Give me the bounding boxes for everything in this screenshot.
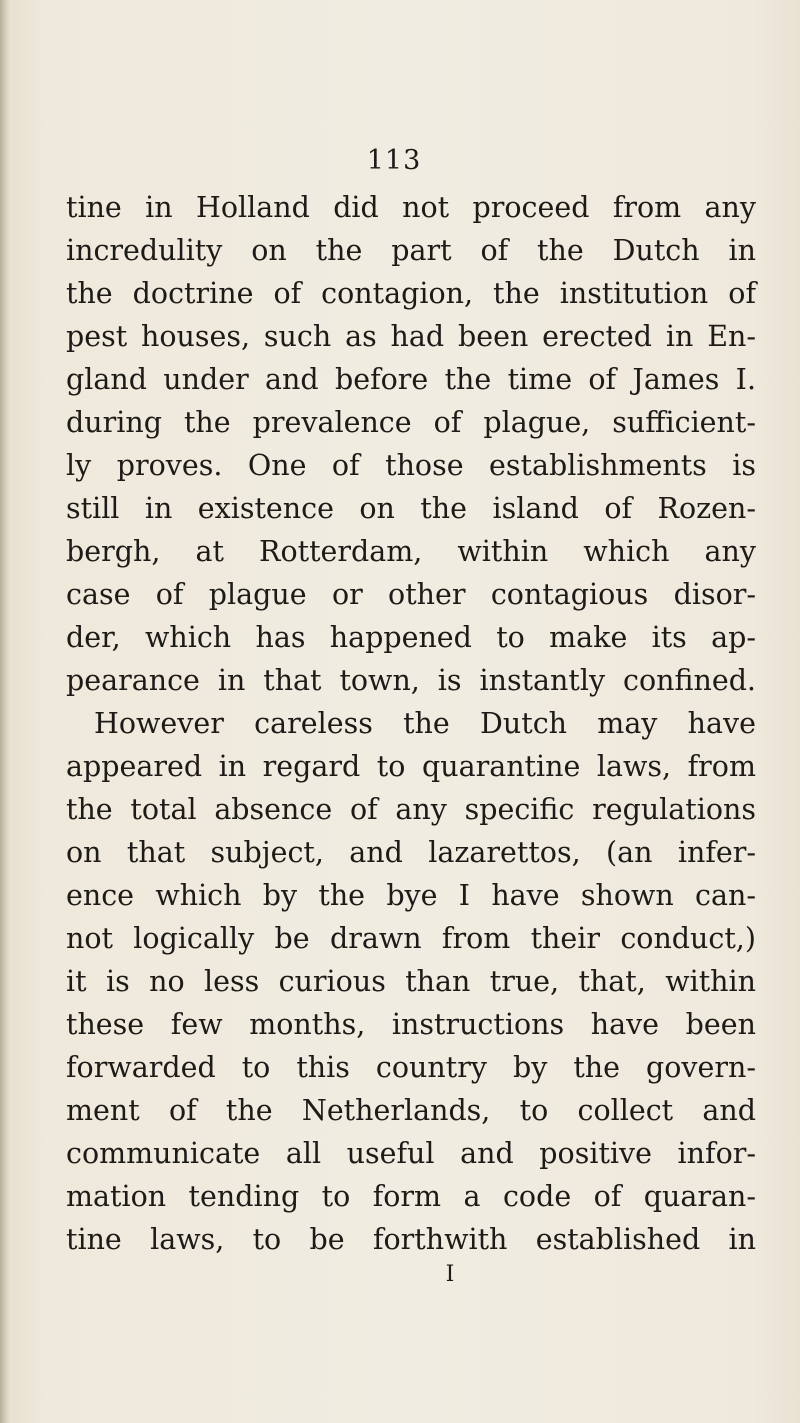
text-line: tine laws, to be forthwith established in — [66, 1223, 756, 1256]
text-line: the doctrine of contagion, the institution of — [66, 277, 756, 310]
text-line: case of plague or other contagious disor- — [66, 578, 756, 611]
text-line: the total absence of any specific regulations — [66, 793, 756, 826]
text-line: ly proves. One of those establishments is — [66, 449, 756, 482]
text-line: communicate all useful and positive infor- — [66, 1137, 756, 1170]
text-line: der, which has happened to make its ap- — [66, 621, 756, 654]
text-line: mation tending to form a code of quaran- — [66, 1180, 756, 1213]
text-line: bergh, at Rotterdam, within which any — [66, 535, 756, 568]
text-line: ment of the Netherlands, to collect and — [66, 1094, 756, 1127]
page-gutter-shadow — [0, 0, 10, 1423]
signature-mark: I — [445, 1262, 455, 1287]
text-line: it is no less curious than true, that, within — [66, 965, 756, 998]
text-line: on that subject, and lazarettos, (an infer- — [66, 836, 756, 869]
text-line: pest houses, such as had been erected in En- — [66, 320, 756, 353]
text-line: incredulity on the part of the Dutch in — [66, 234, 756, 267]
text-line: during the prevalence of plague, sufficient- — [66, 406, 756, 439]
page-number: 113 — [366, 145, 422, 176]
text-line: not logically be drawn from their conduct,) — [66, 922, 756, 955]
text-line: ence which by the bye I have shown can- — [66, 879, 756, 912]
text-line: still in existence on the island of Rozen- — [66, 492, 756, 525]
body-text — [66, 186, 756, 1261]
text-line: pearance in that town, is instantly confined. — [66, 664, 756, 697]
text-line: forwarded to this country by the govern- — [66, 1051, 756, 1084]
text-line: these few months, instructions have been — [66, 1008, 756, 1041]
text-line: gland under and before the time of James I. — [66, 363, 756, 396]
paragraph-start-line: However careless the Dutch may have — [94, 707, 756, 740]
text-line: tine in Holland did not proceed from any — [66, 191, 756, 224]
text-line: appeared in regard to quarantine laws, from — [66, 750, 756, 783]
